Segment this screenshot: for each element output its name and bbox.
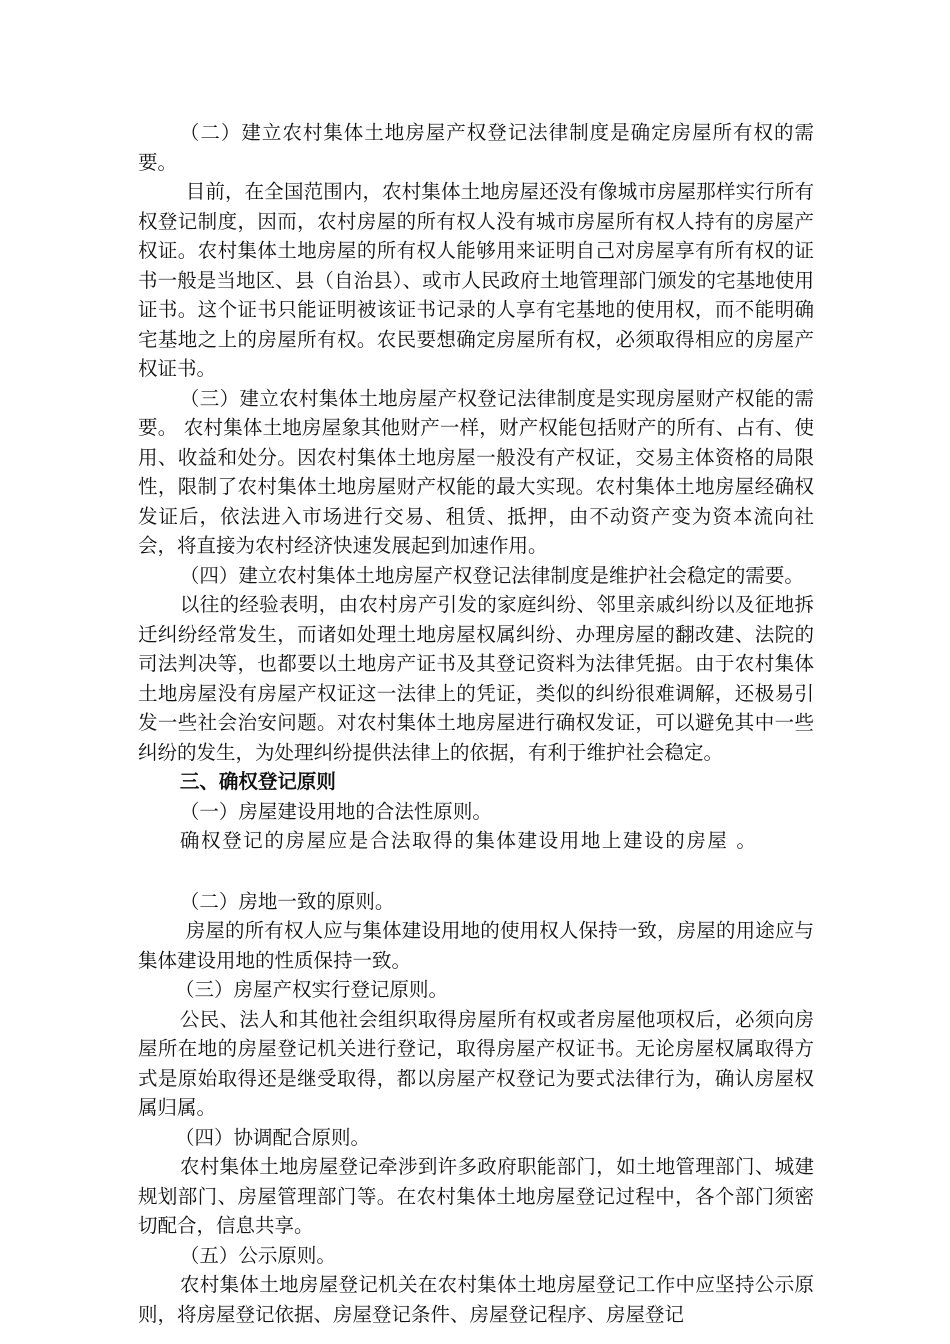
principle-2-body: 房屋的所有权人应与集体建设用地的使用权人保持一致，房屋的用途应与集体建设用地的性质保持一致。 xyxy=(138,919,814,972)
paragraph-section-2-body: 目前，在全国范围内，农村集体土地房屋还没有像城市房屋那样实行所有权登记制度，因而，农村房屋的所有权人没有城市房屋所有权人持有的房屋产权证。农村集体土地房屋的所有权人能够用来证明自己对房屋享有所有权的证书一般是当地区、县（自治县）、或市人民政府土地管理部门颁发的宅基地使用证书。这个证书只能证明被该证书记录的人享有宅基地的使用权，而不能明确宅基地之上的房屋所有权。农民要想确定房屋所有权，必须取得相应的房屋产权证书。 xyxy=(138,180,814,380)
section-title-principles: 三、确权登记原则 xyxy=(179,770,336,793)
principle-4-body: 农村集体土地房屋登记牵涉到许多政府职能部门，如土地管理部门、城建规划部门、房屋管理部门等。在农村集体土地房屋登记过程中，各个部门须密切配合，信息共享。 xyxy=(138,1155,814,1237)
paragraph-section-3: （三）建立农村集体土地房屋产权登记法律制度是实现房屋财产权能的需要。 农村集体土地房屋象其他财产一样，财产权能包括财产的所有、占有、使用、收益和处分。因农村集体土地房屋一般没有产权证，交易主体资格的局限性，限制了农村集体土地房屋财产权能的最大实现。农村集体土地房屋经确权发证后，依法进入市场进行交易、租赁、抵押，由不动资产变为资本流向社会，将直接为农村经济快速发展起到加速作用。 xyxy=(138,386,814,557)
paragraph-section-2-heading: （二）建立农村集体土地房屋产权登记法律制度是确定房屋所有权的需要。 xyxy=(138,121,814,174)
principle-1-heading: （一）房屋建设用地的合法性原则。 xyxy=(179,799,492,823)
principle-5-heading: （五）公示原则。 xyxy=(179,1243,336,1267)
principle-2-heading: （二）房地一致的原则。 xyxy=(179,889,395,913)
paragraph-section-4-heading: （四）建立农村集体土地房屋产权登记法律制度是维护社会稳定的需要。 xyxy=(179,563,804,587)
blank-line xyxy=(138,856,814,887)
principle-4-heading: （四）协调配合原则。 xyxy=(175,1125,371,1149)
principle-3-body: 公民、法人和其他社会组织取得房屋所有权或者房屋他项权后，必须向房屋所在地的房屋登记机关进行登记，取得房屋产权证书。无论房屋权属取得方式是原始取得还是继受取得，都以房屋产权登记为要式法律行为，确认房屋权属归属。 xyxy=(138,1007,814,1119)
principle-5-body: 农村集体土地房屋登记机关在农村集体土地房屋登记工作中应坚持公示原则，将房屋登记依据、房屋登记条件、房屋登记程序、房屋登记 xyxy=(138,1273,814,1326)
principle-1-body: 确权登记的房屋应是合法取得的集体建设用地上建设的房屋 。 xyxy=(179,829,758,852)
paragraph-section-4-body: 以往的经验表明，由农村房产引发的家庭纠纷、邻里亲戚纠纷以及征地拆迁纠纷经常发生，而诸如处理土地房屋权属纠纷、办理房屋的翻改建、法院的司法判决等，也都要以土地房产证书及其登记资料为法律凭据。由于农村集体土地房屋没有房屋产权证这一法律上的凭证，类似的纠纷很难调解，还极易引发一些社会治安问题。对农村集体土地房屋进行确权发证，可以避免其中一些纠纷的发生，为处理纠纷提供法律上的依据，有利于维护社会稳定。 xyxy=(138,593,814,764)
principle-3-heading: （三）房屋产权实行登记原则。 xyxy=(175,978,449,1001)
document-body xyxy=(138,118,814,1329)
